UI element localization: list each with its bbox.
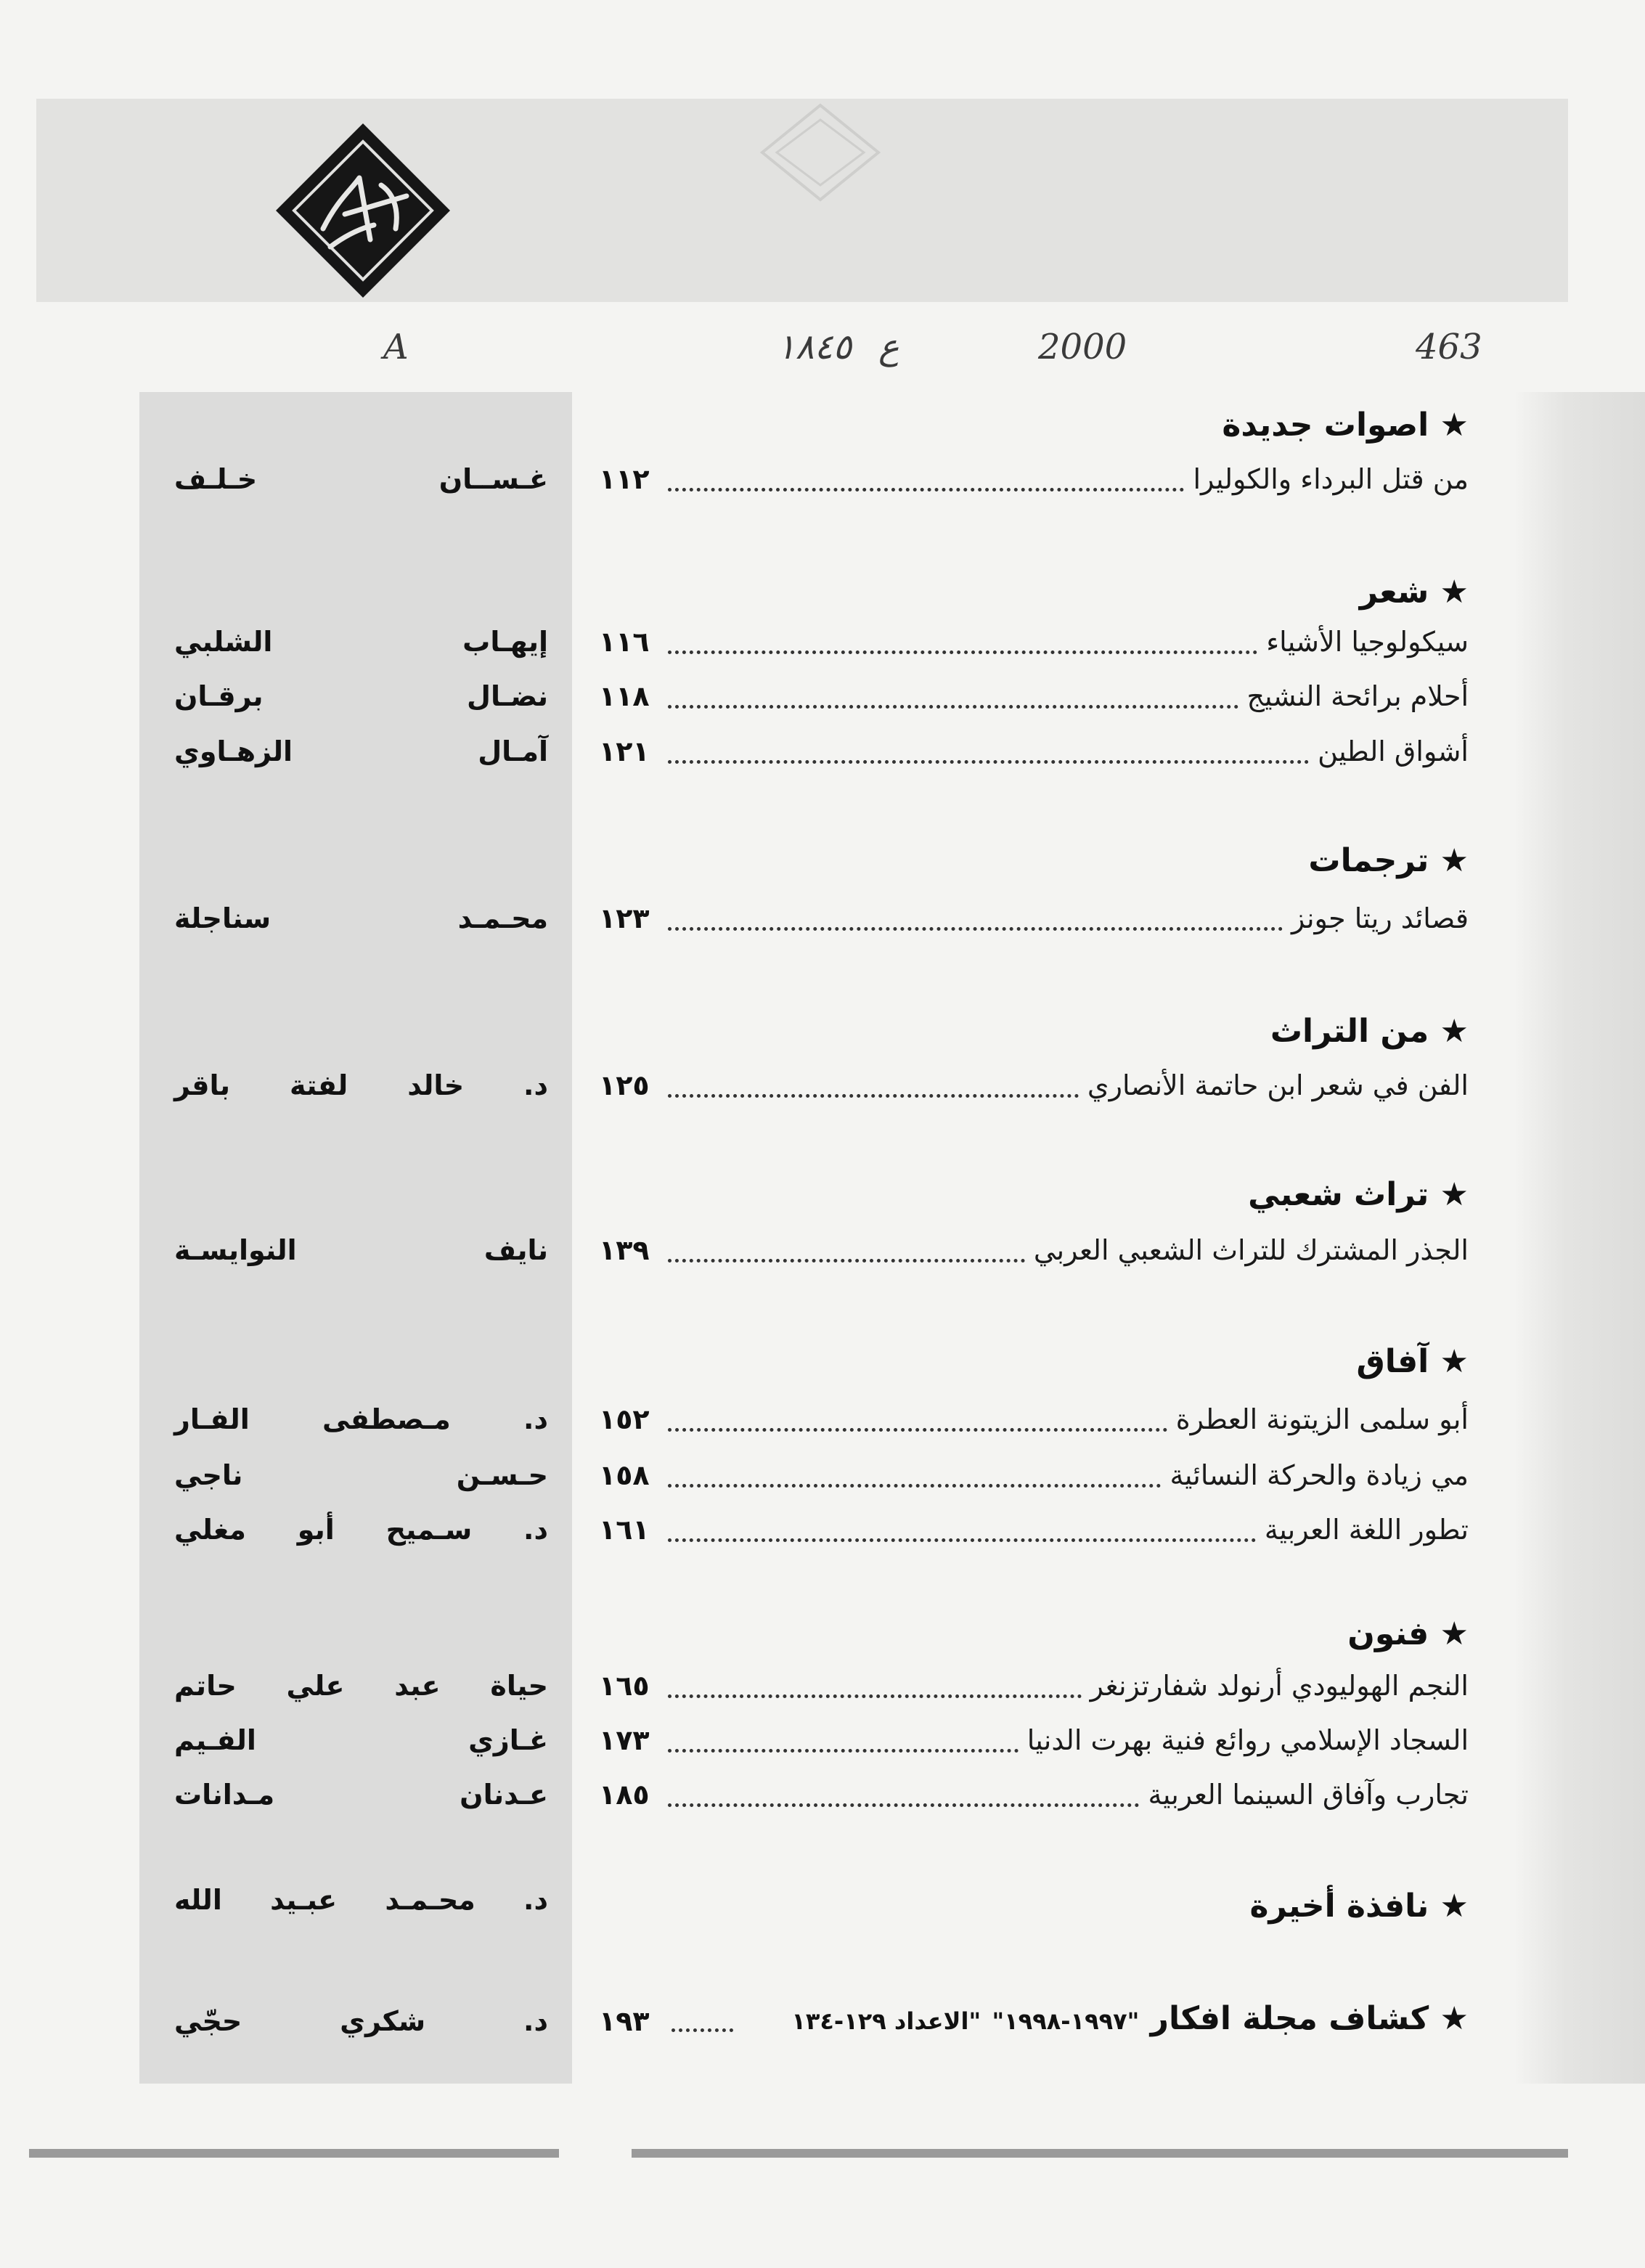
bottom-rule-left xyxy=(29,2149,559,2158)
page-number: ١١٢ xyxy=(599,463,650,495)
handwritten-code: 463 xyxy=(1416,327,1482,367)
author-name: محـمـد سناجلة xyxy=(174,902,548,934)
section-bullet: ★ xyxy=(1440,1615,1469,1652)
section-heading xyxy=(1356,1343,1469,1380)
handwritten-letter: A xyxy=(383,327,409,367)
page-number: ١٦١ xyxy=(599,1514,650,1546)
leader-dots xyxy=(668,1535,1256,1542)
leader-dots xyxy=(668,1425,1167,1432)
entry-title: سيكولوجيا الأشياء xyxy=(1266,626,1469,658)
section-bullet: ★ xyxy=(1440,574,1469,611)
leader-dots xyxy=(668,702,1238,709)
section-title-text: فنون xyxy=(1347,1615,1429,1652)
entry-title: مي زيادة والحركة النسائية xyxy=(1170,1459,1469,1491)
index-author: د. شكري حجّي xyxy=(174,2005,548,2037)
entry-title: السجاد الإسلامي روائع فنية بهرت الدنيا xyxy=(1026,1724,1469,1756)
author-name: د. سـميح أبو مغلي xyxy=(174,1514,548,1546)
section-heading xyxy=(1308,842,1469,879)
section-heading xyxy=(1248,1176,1469,1213)
section-heading xyxy=(1270,1013,1469,1050)
section-title-text: ترجمات xyxy=(1308,842,1429,879)
section-bullet: ★ xyxy=(1440,1888,1469,1925)
index-issues: "الاعداد ١٢٩-١٣٤ xyxy=(791,2007,981,2035)
section-title-text: تراث شعبي xyxy=(1248,1176,1429,1213)
leader-dots xyxy=(668,1091,1079,1098)
page-number: ١٢٣ xyxy=(599,902,650,934)
page-number: ١١٨ xyxy=(599,680,650,712)
section-heading xyxy=(1347,1615,1469,1652)
bottom-rule-right xyxy=(632,2149,1568,2158)
section-heading xyxy=(1222,407,1469,444)
leader-dots xyxy=(668,1481,1161,1488)
handwritten-issue: ١٨٤٥ xyxy=(777,327,852,367)
section-heading xyxy=(1250,1888,1469,1925)
leader-dots xyxy=(668,757,1309,764)
section-bullet: ★ xyxy=(1440,842,1469,879)
index-leader-dots xyxy=(672,2026,733,2032)
handwritten-year: 2000 xyxy=(1038,327,1127,367)
index-title: كشاف مجلة افكار xyxy=(1150,2000,1429,2037)
section-bullet: ★ xyxy=(1440,1343,1469,1380)
entry-title: أبو سلمى الزيتونة العطرة xyxy=(1175,1403,1469,1435)
afkar-logo xyxy=(272,120,454,301)
author-name: عـدنان مـدانات xyxy=(174,1779,548,1811)
page-number: ١٣٩ xyxy=(599,1234,650,1266)
author-name: حياة عبد علي حاتم xyxy=(174,1670,548,1702)
author-name: إيهـاب الشلبي xyxy=(174,626,548,658)
page-number: ١٨٥ xyxy=(599,1779,650,1811)
leader-dots xyxy=(668,924,1283,931)
entry-title: النجم الهوليودي أرنولد شفارتزنغر xyxy=(1090,1670,1469,1702)
index-bullet: ★ xyxy=(1440,2000,1469,2037)
page-number: ١١٦ xyxy=(599,626,650,658)
leader-dots xyxy=(668,1692,1082,1698)
page-number: ١٧٣ xyxy=(599,1724,650,1756)
author-name: حـسـن ناجي xyxy=(174,1459,548,1491)
index-heading xyxy=(791,2000,1469,2037)
handwritten-ain: ع xyxy=(878,327,899,367)
entry-title: قصائد ريتا جونز xyxy=(1291,902,1469,934)
index-page-number: ١٩٣ xyxy=(599,2005,650,2037)
entry-title: الفن في شعر ابن حاتمة الأنصاري xyxy=(1087,1069,1469,1101)
section-title-text: من التراث xyxy=(1270,1013,1429,1050)
author-name: نايف النوايسـة xyxy=(174,1234,548,1266)
section-bullet: ★ xyxy=(1440,407,1469,444)
author-name: آمـال الزهـاوي xyxy=(174,735,548,767)
index-years: "١٩٩٧-١٩٩٨" xyxy=(992,2007,1140,2035)
author-name: د. مـصطفى الفـار xyxy=(174,1403,548,1435)
entry-title: أشواق الطين xyxy=(1318,735,1469,767)
entry-title: تجارب وآفاق السينما العربية xyxy=(1148,1779,1469,1811)
leader-dots xyxy=(668,1746,1019,1753)
entry-title: الجذر المشترك للتراث الشعبي العربي xyxy=(1033,1234,1469,1266)
section-title-text: اصوات جديدة xyxy=(1222,407,1429,444)
page-number: ١٦٥ xyxy=(599,1670,650,1702)
section-heading xyxy=(1360,574,1469,611)
leader-dots xyxy=(668,1256,1025,1263)
author-name: د. محـمـد عبـيد الله xyxy=(174,1884,548,1916)
leader-dots xyxy=(668,648,1257,654)
page-number: ١٢١ xyxy=(599,735,650,767)
section-bullet: ★ xyxy=(1440,1013,1469,1050)
author-name: د. خالد لفتة باقر xyxy=(174,1069,548,1101)
page-number: ١٥٨ xyxy=(599,1459,650,1491)
author-name: غـســان خـلـف xyxy=(174,463,548,495)
leader-dots xyxy=(668,1800,1139,1807)
section-bullet: ★ xyxy=(1440,1176,1469,1213)
entry-title: من قتل البرداء والكوليرا xyxy=(1193,463,1469,495)
section-title-text: آفاق xyxy=(1356,1343,1429,1380)
page-number: ١٥٢ xyxy=(599,1403,650,1435)
section-title-text: نافذة أخيرة xyxy=(1249,1888,1429,1925)
bleed-through-panel xyxy=(1514,392,1645,2084)
section-title-text: شعر xyxy=(1359,574,1429,611)
author-name: نضـال برقـان xyxy=(174,680,548,712)
page-number: ١٢٥ xyxy=(599,1069,650,1101)
author-name: غـازي الفـيم xyxy=(174,1724,548,1756)
leader-dots xyxy=(668,485,1184,491)
watermark-ornament xyxy=(755,102,886,203)
entry-title: أحلام برائحة النشيج xyxy=(1246,680,1469,712)
entry-title: تطور اللغة العربية xyxy=(1264,1514,1469,1546)
